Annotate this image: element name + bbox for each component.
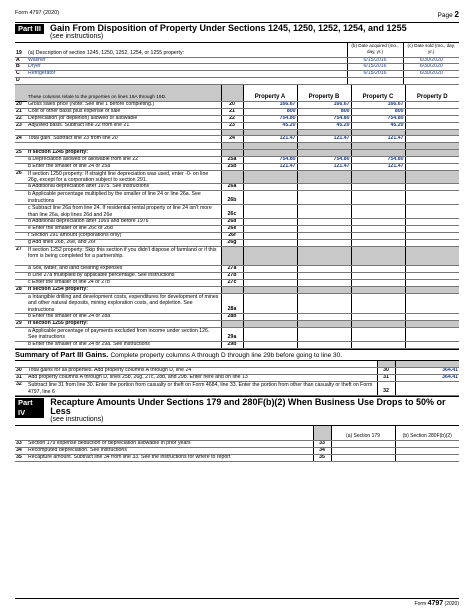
- line-text: If section 1255 property:: [27, 320, 221, 327]
- line-number: 33: [15, 440, 27, 447]
- property-d-header: Property D: [405, 85, 459, 101]
- property-c-field[interactable]: 754.80: [351, 156, 405, 163]
- line-number: 31: [15, 375, 27, 382]
- property-c-field[interactable]: [351, 314, 405, 321]
- property-c-field[interactable]: 45.20: [351, 122, 405, 129]
- summary-title: Summary of Part III Gains.: [15, 349, 109, 359]
- property-d-field[interactable]: [405, 239, 459, 246]
- line-26b-row: [15, 191, 459, 205]
- property-a-field[interactable]: [243, 184, 297, 191]
- line-26f-row: [15, 232, 459, 239]
- property-d-field[interactable]: [405, 205, 459, 219]
- property-c-header: Property C: [351, 85, 405, 101]
- line-box-label: 26g: [221, 239, 243, 246]
- line-29b-row: [15, 341, 459, 348]
- property-d-field[interactable]: [405, 122, 459, 129]
- line-21-row: [15, 108, 459, 115]
- property-a-field[interactable]: 754.80: [243, 115, 297, 122]
- line-28a-row: [15, 293, 459, 313]
- line-31-row: [15, 375, 459, 382]
- form-id: Form 4797 (2020): [15, 10, 60, 16]
- property-a-header: Property A: [243, 85, 297, 101]
- line-box-label: 33: [313, 440, 331, 447]
- date-sold-field[interactable]: 6/30/2020: [403, 57, 459, 64]
- summary-instruction: Complete property columns A through D through line 29b before going to line 30.: [110, 351, 343, 359]
- property-a-field[interactable]: [243, 272, 297, 279]
- line-29a-row: [15, 327, 459, 341]
- line-30-field[interactable]: 364.41: [395, 368, 459, 375]
- line-text: Total gains for all properties. Add property columns A through D, line 24: [27, 368, 377, 375]
- page-header: [15, 10, 459, 22]
- property-b-field[interactable]: [297, 272, 351, 279]
- line-33-row: [15, 440, 459, 447]
- property-c-field[interactable]: [351, 279, 405, 286]
- line-29-heading-row: [15, 320, 459, 327]
- columns-header-row: [15, 85, 459, 101]
- section-280f-field[interactable]: [395, 454, 459, 461]
- part4-title: Recapture Amounts Under Sections 179 and 280F(b)(2) When Business Use Drops to 50% or Less: [50, 397, 446, 417]
- property-row-a: [15, 57, 459, 64]
- line-text: b Applicable percentage multiplied by the smaller of line 24 or line 26a. See instructions: [27, 191, 221, 205]
- line-text: Depreciation (or depletion) allowed or allowable: [27, 115, 221, 122]
- date-sold-field[interactable]: 6/30/2020: [403, 71, 459, 78]
- property-b-field[interactable]: [297, 293, 351, 313]
- line-26-heading-row: [15, 170, 459, 184]
- section-280f-header: (b) Section 280F(b)(2): [395, 426, 459, 440]
- line-number: 29: [15, 320, 27, 327]
- line-box-label: 26f: [221, 232, 243, 239]
- property-b-field[interactable]: [297, 205, 351, 219]
- property-a-field[interactable]: 166.67: [243, 101, 297, 108]
- columns-relate-text: These columns relate to the properties on lines 19A through 19D.: [27, 85, 221, 101]
- date-sold-field[interactable]: [403, 78, 459, 85]
- line-20-row: [15, 101, 459, 108]
- line-text: If section 1250 property: If straight line depreciation was used, enter -0- on line 26g, except for a corporation subject to section 291.: [27, 170, 221, 184]
- line-number: 25: [15, 149, 27, 156]
- property-a-field[interactable]: [243, 293, 297, 313]
- property-letter: B: [15, 64, 27, 71]
- property-d-field[interactable]: [405, 108, 459, 115]
- section-280f-field[interactable]: [395, 447, 459, 454]
- line-text: Gross sales price (Note: See line 1 before completing.): [27, 101, 221, 108]
- property-a-field[interactable]: [243, 314, 297, 321]
- line-box-label: 26b: [221, 191, 243, 205]
- line-30-row: [15, 368, 459, 375]
- line-31-field[interactable]: 364.41: [395, 375, 459, 382]
- part3-label: Part III: [15, 24, 44, 34]
- property-d-field[interactable]: [405, 115, 459, 122]
- property-d-field[interactable]: [405, 184, 459, 191]
- property-b-field[interactable]: [297, 341, 351, 348]
- part3-title: Gain From Disposition of Property Under Sections 1245, 1250, 1252, 1254, and 1255: [49, 23, 407, 33]
- line-number: 21: [15, 108, 27, 115]
- property-c-field[interactable]: 800: [351, 108, 405, 115]
- line-number: 20: [15, 101, 27, 108]
- property-b-field[interactable]: [297, 265, 351, 272]
- property-b-field[interactable]: [297, 226, 351, 233]
- line-text: Subtract line 31 from line 30. Enter the portion from casualty or theft on Form 4684, line 33. Enter the portion from other than casualty or theft on Form 4797, line 6: [27, 382, 377, 396]
- property-c-field[interactable]: 121.47: [351, 163, 405, 170]
- property-a-field[interactable]: [243, 239, 297, 246]
- line-box-label: 34: [313, 447, 331, 454]
- property-b-field[interactable]: [297, 184, 351, 191]
- line-23-row: [15, 122, 459, 129]
- line-text: a Applicable percentage of payments excluded from income under section 126. See instructions: [27, 327, 221, 341]
- line-26g-row: [15, 239, 459, 246]
- line-text: If section 1254 property:: [27, 286, 221, 293]
- property-b-field[interactable]: 800: [297, 108, 351, 115]
- line-text: Recomputed depreciation. See instructions: [27, 447, 313, 454]
- property-c-field[interactable]: 121.47: [351, 136, 405, 143]
- line-26e-row: [15, 226, 459, 233]
- property-description-field[interactable]: Washer: [27, 57, 347, 64]
- line-box-label: 29b: [221, 341, 243, 348]
- line-number: 22: [15, 115, 27, 122]
- line-box-label: 28a: [221, 293, 243, 313]
- section-280f-field[interactable]: [395, 440, 459, 447]
- summary-table: [15, 361, 459, 396]
- property-a-field[interactable]: 754.80: [243, 156, 297, 163]
- line-text: a Depreciation allowed or allowable from line 22: [27, 156, 221, 163]
- line-text: c Subtract line 26a from line 24. If residential rental property or line 24 isn't more than line 26a, skip lines 26d and 26e: [27, 205, 221, 219]
- property-b-field[interactable]: [297, 239, 351, 246]
- line-text: a Additional depreciation after 1975. See instructions: [27, 184, 221, 191]
- line-27-heading-row: [15, 246, 459, 265]
- line-text: b Enter the smaller of line 24 or 29a. See instructions: [27, 341, 221, 348]
- part4-subtitle: (see instructions): [50, 416, 104, 424]
- line-26a-row: [15, 184, 459, 191]
- property-letter: A: [15, 57, 27, 64]
- line-28-heading-row: [15, 286, 459, 293]
- property-a-field[interactable]: [243, 191, 297, 205]
- property-description-field[interactable]: [27, 78, 347, 85]
- line-25a-row: [15, 156, 459, 163]
- line-number: 23: [15, 122, 27, 129]
- property-c-field[interactable]: [351, 184, 405, 191]
- line-number: 27: [15, 246, 27, 265]
- property-b-field[interactable]: 45.20: [297, 122, 351, 129]
- line-box-label: 35: [313, 454, 331, 461]
- line-box-label: 20: [221, 101, 243, 108]
- property-description-field[interactable]: Refrigerator: [27, 71, 347, 78]
- property-c-field[interactable]: [351, 205, 405, 219]
- property-a-field[interactable]: [243, 265, 297, 272]
- property-d-field[interactable]: [405, 191, 459, 205]
- line-text: a Soil, water, and land clearing expenses: [27, 265, 221, 272]
- line-27b-row: [15, 272, 459, 279]
- property-row-c: [15, 71, 459, 78]
- date-sold-field[interactable]: 6/30/2020: [403, 64, 459, 71]
- line-32-field[interactable]: [395, 382, 459, 396]
- property-letter: D: [15, 78, 27, 85]
- section-179-field[interactable]: [331, 454, 395, 461]
- line-box-label: 26c: [221, 205, 243, 219]
- line-box-label: 23: [221, 122, 243, 129]
- property-description-field[interactable]: Dryer: [27, 64, 347, 71]
- property-a-field[interactable]: [243, 341, 297, 348]
- property-c-field[interactable]: [351, 327, 405, 341]
- line-26c-row: [15, 205, 459, 219]
- page-footer: [15, 598, 459, 608]
- property-a-field[interactable]: [243, 226, 297, 233]
- summary-part3-header: [15, 349, 459, 362]
- property-a-field[interactable]: 121.47: [243, 136, 297, 143]
- line-box-label: 25a: [221, 156, 243, 163]
- date-acquired-field[interactable]: 6/15/2016: [347, 64, 403, 71]
- property-d-field[interactable]: [405, 327, 459, 341]
- property-d-field[interactable]: [405, 101, 459, 108]
- property-d-field[interactable]: [405, 341, 459, 348]
- line-34-row: [15, 447, 459, 454]
- line-text: If section 1252 property: Skip this section if you didn't dispose of farmland or if this form is being completed for a partnership.: [27, 246, 221, 265]
- property-b-header: Property B: [297, 85, 351, 101]
- line-number: 24: [15, 136, 27, 143]
- property-a-field[interactable]: 45.20: [243, 122, 297, 129]
- property-a-field[interactable]: 121.47: [243, 163, 297, 170]
- property-c-field[interactable]: [351, 191, 405, 205]
- property-a-field[interactable]: [243, 219, 297, 226]
- line-text: If section 1245 property:: [27, 149, 221, 156]
- property-a-field[interactable]: [243, 279, 297, 286]
- line-27c-row: [15, 279, 459, 286]
- line-box-label: 26a: [221, 184, 243, 191]
- property-row-d: [15, 78, 459, 85]
- property-d-field[interactable]: [405, 219, 459, 226]
- line-text: d Additional depreciation after 1969 and before 1976: [27, 219, 221, 226]
- line-box-label: 27a: [221, 265, 243, 272]
- line-box-label: 21: [221, 108, 243, 115]
- line-text: Cost or other basis plus expense of sale: [27, 108, 221, 115]
- line-box-label: 26e: [221, 226, 243, 233]
- line-28b-row: [15, 314, 459, 321]
- line-number: 34: [15, 447, 27, 454]
- part4-table: [15, 426, 459, 461]
- line-box-label: 30: [377, 368, 395, 375]
- property-d-field[interactable]: [405, 272, 459, 279]
- line-box-label: 22: [221, 115, 243, 122]
- line-box-label: 28b: [221, 314, 243, 321]
- page-number: Page 2: [437, 10, 459, 19]
- property-d-field[interactable]: [405, 232, 459, 239]
- line19-text: (a) Description of section 1245, 1250, 1252, 1254, or 1255 property:: [27, 43, 347, 57]
- line-25b-row: [15, 163, 459, 170]
- line-box-label: 25b: [221, 163, 243, 170]
- line-box-label: 31: [377, 375, 395, 382]
- property-a-field[interactable]: 800: [243, 108, 297, 115]
- section-179-header: (a) Section 179: [331, 426, 395, 440]
- line-text: f Section 291 amount (corporations only): [27, 232, 221, 239]
- line-number: 32: [15, 382, 27, 396]
- line-box-label: 27b: [221, 272, 243, 279]
- line-22-row: [15, 115, 459, 122]
- section-179-field[interactable]: [331, 447, 395, 454]
- property-b-field[interactable]: 754.80: [297, 156, 351, 163]
- date-acquired-field[interactable]: 6/15/2016: [347, 57, 403, 64]
- footer-form-number: 4797: [427, 599, 444, 607]
- property-c-field[interactable]: [351, 293, 405, 313]
- line-number: 28: [15, 286, 27, 293]
- property-d-field[interactable]: [405, 156, 459, 163]
- part4-label: Part IV: [15, 398, 44, 418]
- property-d-field[interactable]: [405, 279, 459, 286]
- property-d-field[interactable]: [405, 293, 459, 313]
- property-b-field[interactable]: [297, 219, 351, 226]
- property-c-field[interactable]: [351, 272, 405, 279]
- line-box-label: 29a: [221, 327, 243, 341]
- property-b-field[interactable]: [297, 314, 351, 321]
- date-acquired-field[interactable]: 6/15/2016: [347, 71, 403, 78]
- property-d-field[interactable]: [405, 226, 459, 233]
- line-text: b Line 27a multiplied by applicable percentage. See instructions: [27, 272, 221, 279]
- property-d-field[interactable]: [405, 136, 459, 143]
- property-c-field[interactable]: [351, 341, 405, 348]
- property-description-table: [15, 43, 459, 85]
- property-c-field[interactable]: 754.80: [351, 115, 405, 122]
- property-b-field[interactable]: 754.80: [297, 115, 351, 122]
- property-b-field[interactable]: 121.47: [297, 163, 351, 170]
- line-text: g Add lines 26b, 26e, and 26f: [27, 239, 221, 246]
- property-letter: C: [15, 71, 27, 78]
- property-a-field[interactable]: [243, 327, 297, 341]
- line-25-heading-row: [15, 149, 459, 156]
- line-text: Total gain. Subtract line 23 from line 20: [27, 136, 221, 143]
- property-c-field[interactable]: [351, 239, 405, 246]
- line-text: e Enter the smaller of line 26c or 26d: [27, 226, 221, 233]
- date-sold-header: (c) Date sold (mo., day, yr.): [403, 43, 459, 57]
- property-b-field[interactable]: 121.47: [297, 136, 351, 143]
- property-row-b: [15, 64, 459, 71]
- property-c-field[interactable]: [351, 232, 405, 239]
- property-a-field[interactable]: [243, 205, 297, 219]
- property-c-field[interactable]: [351, 219, 405, 226]
- line-box-label: 24: [221, 136, 243, 143]
- property-b-field[interactable]: [297, 191, 351, 205]
- property-a-field[interactable]: [243, 232, 297, 239]
- line-24-row: [15, 136, 459, 143]
- property-c-field[interactable]: 166.67: [351, 101, 405, 108]
- part3-header: [15, 22, 459, 43]
- date-acquired-field[interactable]: [347, 78, 403, 85]
- property-c-field[interactable]: [351, 265, 405, 272]
- part3-subtitle: (see instructions): [49, 33, 104, 40]
- property-b-field[interactable]: 166.67: [297, 101, 351, 108]
- part4-header: [15, 396, 459, 426]
- line-35-row: [15, 454, 459, 461]
- line-text: b Enter the smaller of line 24 or 28a: [27, 314, 221, 321]
- footer-year: (2020): [444, 600, 459, 607]
- line-number: 30: [15, 368, 27, 375]
- line-text: Section 179 expense deduction or depreciation allowable in prior years: [27, 440, 313, 447]
- property-b-field[interactable]: [297, 232, 351, 239]
- line-box-label: 27c: [221, 279, 243, 286]
- line-text: b Enter the smaller of line 24 or 25a: [27, 163, 221, 170]
- line-box-label: 32: [377, 382, 395, 396]
- property-columns-table: [15, 85, 459, 348]
- property-d-field[interactable]: [405, 265, 459, 272]
- line-32-row: [15, 382, 459, 396]
- line-number: 26: [15, 170, 27, 184]
- line-text: a Intangible drilling and development costs, expenditures for development of mines and other natural deposits, mining exploration costs, and depletion. See instructions: [27, 293, 221, 313]
- line-text: Add property columns A through D, lines 25b, 26g, 27c, 28b, and 29b. Enter here and on line 13: [27, 375, 377, 382]
- line-text: c Enter the smaller of line 24 or 27b: [27, 279, 221, 286]
- line-27a-row: [15, 265, 459, 272]
- property-b-field[interactable]: [297, 327, 351, 341]
- date-acquired-header: (b) Date acquired (mo., day, yr.): [347, 43, 403, 57]
- property-c-field[interactable]: [351, 226, 405, 233]
- line19-num: 19: [15, 43, 27, 57]
- line-box-label: 26d: [221, 219, 243, 226]
- section-179-field[interactable]: [331, 440, 395, 447]
- property-b-field[interactable]: [297, 279, 351, 286]
- property-d-field[interactable]: [405, 314, 459, 321]
- line-number: 35: [15, 454, 27, 461]
- footer-form-label: Form: [414, 600, 427, 607]
- line-text: Adjusted basis. Subtract line 22 from line 21: [27, 122, 221, 129]
- line-text: Recapture amount. Subtract line 34 from line 33. See the instructions for where to report: [27, 454, 313, 461]
- line-26d-row: [15, 219, 459, 226]
- property-d-field[interactable]: [405, 163, 459, 170]
